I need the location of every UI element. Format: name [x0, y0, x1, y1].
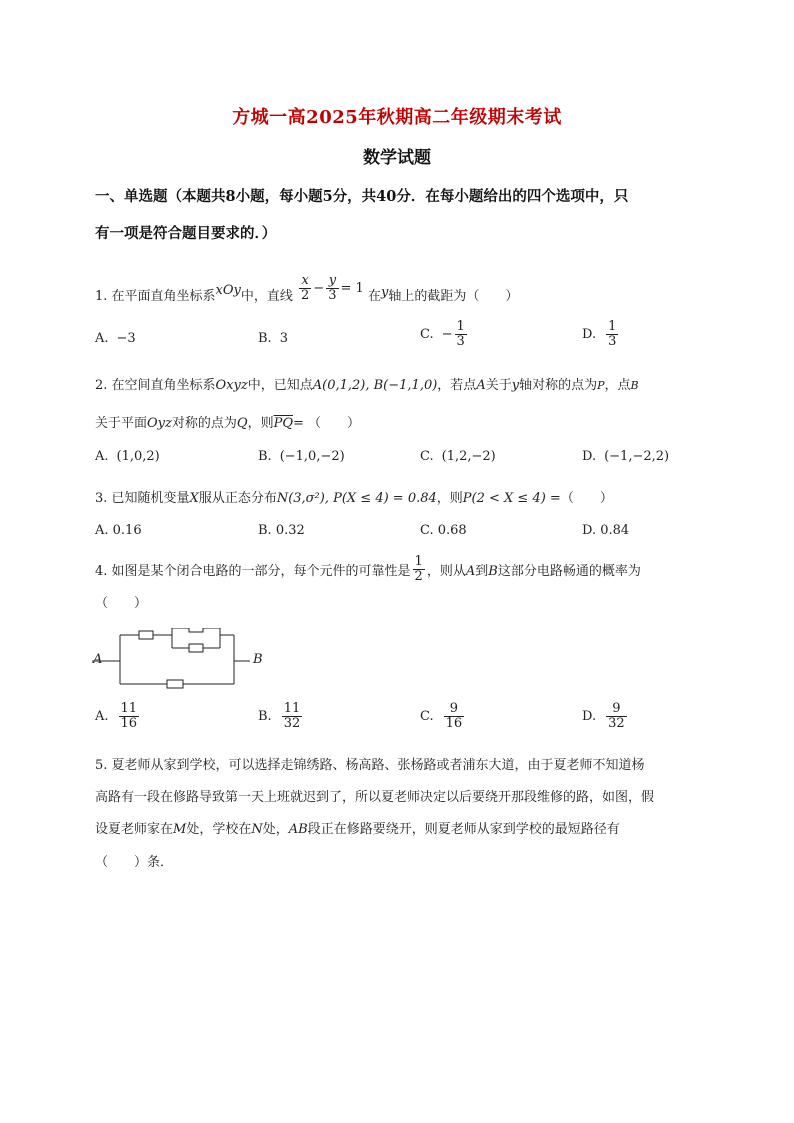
section-heading — [95, 178, 715, 252]
q3-option-a[interactable]: A. 0.16 — [95, 523, 142, 538]
q2-option-a[interactable]: A. (1,0,2) — [95, 449, 160, 464]
question-4: 4. 如图是某个闭合电路的一部分，每个元件的可靠性是 $\frac{1}{2}$ ，则从A到B这部分电路畅通的概率为 — [95, 554, 641, 584]
exam-title: 方城一高2025年秋期高二年级期末考试 — [232, 107, 562, 128]
q1-axis: y — [380, 285, 389, 300]
q3-option-c[interactable]: C. 0.68 — [420, 523, 467, 538]
q1-text: 1. 在平面直角坐标系 — [95, 289, 216, 304]
q1-text: 在 — [367, 289, 381, 304]
q1-option-d[interactable]: D. $\frac{1}{3}$ — [582, 319, 617, 349]
q1-option-b[interactable]: B. 3 — [258, 331, 288, 346]
q3-option-b[interactable]: B. 0.32 — [258, 523, 305, 538]
circuit-element — [167, 680, 183, 688]
circuit-label-b: B — [253, 652, 263, 667]
question-5-line3: 设夏老师家在M处，学校在N处，AB段正在修路要绕开，则夏老师从家到学校的最短路径有 — [95, 822, 620, 837]
circuit-label-a: A — [93, 652, 103, 667]
exam-subtitle: 数学试题 — [363, 148, 431, 168]
question-1 — [95, 273, 519, 311]
question-3: 3. 已知随机变量X服从正态分布N(3,σ²), P(X ≤ 4) = 0.84，则P(2 < X ≤ 4) =（ ） — [95, 491, 613, 506]
question-5-line2: 高路有一段在修路导致第一天上班就迟到了，所以夏老师决定以后要绕开那段维修的路，如图，假 — [95, 790, 655, 805]
q4-option-a[interactable]: A. $\frac{11}{16}$ — [95, 701, 138, 731]
q1-option-a[interactable]: A. −3 — [95, 331, 136, 346]
q3-option-d[interactable]: D. 0.84 — [582, 523, 630, 538]
circuit-diagram — [92, 628, 272, 690]
question-2-line2: 关于平面Oyz对称的点为Q，则$\overline{PQ}=$ （ ） — [95, 416, 361, 431]
q4-option-d[interactable]: D. $\frac{9}{32}$ — [582, 701, 625, 731]
q4-reliability-fraction: $\frac{1}{2}$ — [414, 554, 423, 584]
circuit-element — [189, 644, 203, 652]
q1-eq-minus: − — [313, 281, 325, 296]
q1-option-c[interactable]: C. − $\frac{1}{3}$ — [420, 319, 465, 349]
circuit-element — [189, 628, 203, 632]
q1-coordinate-system: xOy — [215, 283, 241, 298]
q2-option-c[interactable]: C. (1,2,−2) — [420, 449, 496, 464]
q1-text: 中，直线 — [240, 289, 293, 304]
q1-text: 轴上的截距为（ ） — [388, 289, 519, 304]
question-4-line2: （ ） — [95, 596, 148, 611]
q1-eq-frac-x: $\frac{x}{2}$ — [301, 273, 310, 303]
q2-option-b[interactable]: B. (−1,0,−2) — [258, 449, 345, 464]
q1-eq-frac-y: $\frac{y}{3}$ — [328, 273, 337, 303]
q4-option-b[interactable]: B. $\frac{11}{32}$ — [258, 701, 301, 731]
q4-option-c[interactable]: C. $\frac{9}{16}$ — [420, 701, 463, 731]
question-2: 2. 在空间直角坐标系Oxyz中，已知点A(0,1,2), B(−1,1,0)，若点A关于y轴对称的点为P，点B — [95, 378, 639, 393]
q2-option-d[interactable]: D. (−1,−2,2) — [582, 449, 670, 464]
q1-eq-rhs: = 1 — [340, 281, 364, 296]
section-heading-line1: 一、单选题（本题共8小题，每小题5分，共40分．在每小题给出的四个选项中，只 — [95, 188, 629, 205]
question-5-line1: 5. 夏老师从家到学校，可以选择走锦绣路、杨高路、张杨路或者浦东大道，由于夏老师不知道杨 — [95, 758, 645, 773]
circuit-element — [139, 631, 153, 639]
question-5-line4: （ ）条． — [95, 855, 174, 870]
section-heading-line2: 有一项是符合题目要求的．） — [95, 225, 277, 242]
